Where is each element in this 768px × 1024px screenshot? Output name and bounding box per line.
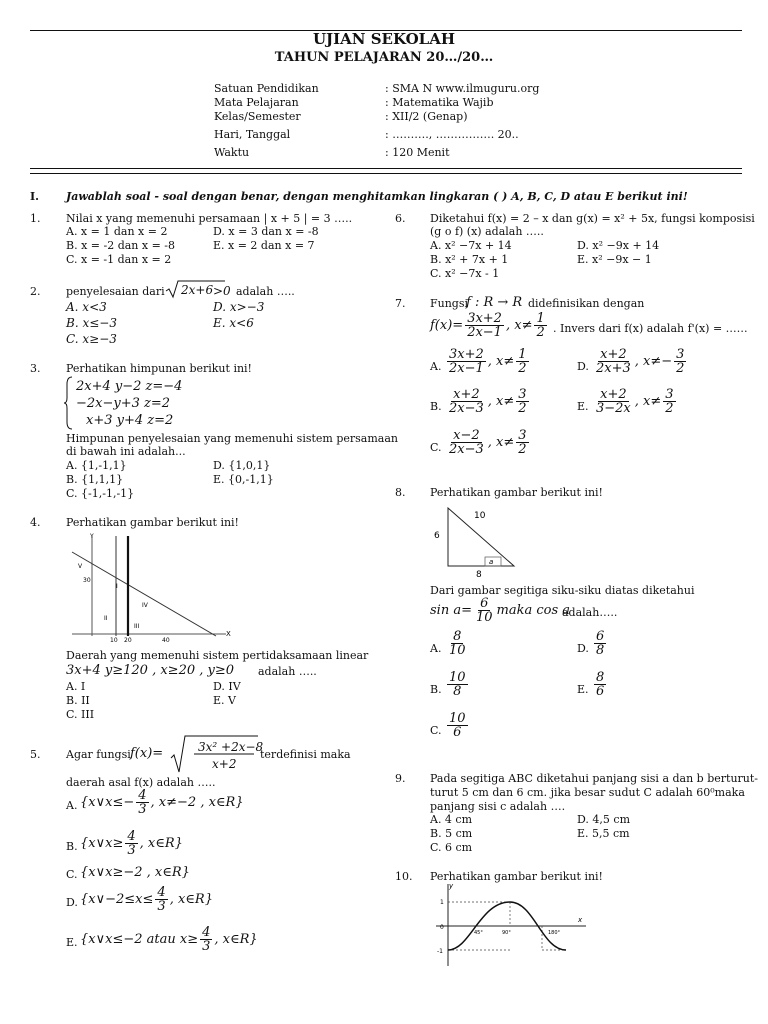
- hypotenuse-label: 10: [474, 511, 486, 521]
- option-d-label[interactable]: D.: [577, 642, 589, 655]
- question-text: Pada segitiga ABC diketahui panjang sisi a dan b berturut-: [430, 772, 759, 785]
- region-iv: IV: [142, 602, 148, 609]
- function-mapping: f : R → R: [466, 295, 523, 310]
- question-number: 10.: [395, 870, 413, 883]
- question-text-2: Himpunan penyelesaian yang memenuhi sistem persamaan: [66, 432, 398, 445]
- option-a[interactable]: A. I: [66, 680, 86, 693]
- option-e[interactable]: E. {0,-1,1}: [213, 473, 274, 486]
- question-number: 3.: [30, 362, 41, 375]
- y-tick-30: 30: [83, 577, 91, 584]
- x-tick-10: 10: [110, 637, 118, 644]
- option-b-label[interactable]: B.: [66, 840, 78, 853]
- option-c[interactable]: $\frac{10}{6}$: [449, 711, 466, 740]
- brace-icon: [64, 376, 74, 430]
- section-number: I.: [30, 190, 39, 203]
- base-label: 8: [476, 570, 482, 580]
- x-axis-label: X: [226, 630, 231, 638]
- option-d[interactable]: D. {1,0,1}: [213, 459, 271, 472]
- x-axis-label: x: [578, 916, 583, 924]
- option-c[interactable]: C. x² −7x - 1: [430, 267, 500, 280]
- function-definition: f(x)= $\frac{3x+2}{2x-1}$ , x≠ $\frac{1}{2}$: [430, 311, 545, 340]
- inequality-system: 3x+4 y≥120 , x≥20 , y≥0: [66, 663, 235, 678]
- option-b[interactable]: $\frac{x+2}{2x-3}$ , x≠ $\frac{3}{2}$: [449, 387, 527, 416]
- option-c[interactable]: C. x≥−3: [66, 332, 117, 346]
- y-tick-1: 1: [440, 899, 444, 906]
- option-b[interactable]: {x∨x≥ $\frac{4}{3}$ , x∈R}: [80, 829, 183, 858]
- inequality: >0: [213, 284, 231, 298]
- x-tick-180: 180°: [548, 930, 561, 936]
- question-number: 7.: [395, 297, 406, 310]
- option-e[interactable]: E. x = 2 dan x = 7: [213, 239, 315, 252]
- option-d[interactable]: $\frac{x+2}{2x+3}$ , x≠− $\frac{3}{2}$: [596, 347, 685, 376]
- option-d-label[interactable]: D.: [66, 896, 78, 909]
- right-triangle-diagram: [430, 502, 530, 580]
- option-a[interactable]: $\frac{8}{10}$: [449, 629, 466, 658]
- info-value-date: : ………., ……………. 20..: [385, 128, 519, 141]
- option-c-label[interactable]: C.: [430, 441, 442, 454]
- option-d[interactable]: D. 4,5 cm: [577, 813, 631, 826]
- question-number: 8.: [395, 486, 406, 499]
- option-b[interactable]: B. x≤−3: [66, 316, 117, 330]
- question-text: Perhatikan gambar berikut ini!: [66, 516, 239, 529]
- option-e-label[interactable]: E.: [66, 936, 78, 949]
- sine-graph: [430, 880, 590, 968]
- y-axis-label: y: [449, 882, 454, 890]
- equation-3: x+3 y+4 z=2: [86, 413, 174, 428]
- info-value-time: : 120 Menit: [385, 146, 450, 159]
- question-text: Agar fungsi: [66, 748, 131, 761]
- y-axis-label: Y: [90, 533, 94, 540]
- option-a-label[interactable]: A.: [430, 360, 442, 373]
- question-text: Perhatikan gambar berikut ini!: [430, 486, 603, 499]
- question-text: Fungsi: [430, 297, 469, 310]
- question-number: 9.: [395, 772, 406, 785]
- info-label-time: Waktu: [214, 146, 250, 159]
- option-d[interactable]: D. x = 3 dan x = -8: [213, 225, 319, 238]
- info-value-subject: : Matematika Wajib: [385, 96, 494, 109]
- option-c[interactable]: C. {-1,-1,-1}: [66, 487, 135, 500]
- info-label-school: Satuan Pendidikan: [214, 82, 319, 95]
- radical-numerator: 3x² +2x−8: [198, 740, 264, 754]
- x-tick-90: 90°: [502, 930, 511, 936]
- info-label-class: Kelas/Semester: [214, 110, 301, 123]
- region-ii: II: [104, 615, 108, 622]
- option-e[interactable]: E. V: [213, 694, 236, 707]
- info-label-subject: Mata Pelajaran: [214, 96, 299, 109]
- question-number: 5.: [30, 748, 41, 761]
- info-value-class: : XII/2 (Genap): [385, 110, 468, 123]
- exam-year: TAHUN PELAJARAN 20…/20…: [274, 50, 494, 65]
- question-text: Diketahui f(x) = 2 – x dan g(x) = x² + 5x, fungsi komposisi: [430, 212, 755, 225]
- option-e[interactable]: E. x<6: [213, 316, 254, 330]
- linear-region-graph: [66, 530, 236, 646]
- option-d[interactable]: D. x² −9x + 14: [577, 239, 660, 252]
- option-a[interactable]: A. x<3: [66, 300, 107, 314]
- section-instruction: Jawablah soal - soal dengan benar, dengan menghitamkan lingkaran ( ) A, B, C, D atau E berikut ini!: [66, 190, 688, 203]
- y-tick-neg1: -1: [437, 948, 443, 955]
- equation-2: −2x−y+3 z=2: [76, 396, 171, 411]
- info-label-date: Hari, Tanggal: [214, 128, 291, 141]
- question-text: Perhatikan himpunan berikut ini!: [66, 362, 252, 375]
- option-e[interactable]: $\frac{8}{6}$: [596, 670, 605, 699]
- question-text-2: Daerah yang memenuhi sistem pertidaksamaan linear: [66, 649, 369, 662]
- option-a[interactable]: A. x² −7x + 14: [430, 239, 512, 252]
- x-tick-20: 20: [124, 637, 132, 644]
- option-b[interactable]: B. 5 cm: [430, 827, 473, 840]
- radical-denominator: x+2: [212, 757, 237, 771]
- question-number: 6.: [395, 212, 406, 225]
- option-b[interactable]: $\frac{10}{8}$: [449, 670, 466, 699]
- option-b[interactable]: B. x = -2 dan x = -8: [66, 239, 176, 252]
- question-number: 2.: [30, 285, 41, 298]
- option-c[interactable]: C. x = -1 dan x = 2: [66, 253, 172, 266]
- option-d[interactable]: $\frac{6}{8}$: [596, 629, 605, 658]
- equation-1: 2x+4 y−2 z=−4: [76, 379, 183, 394]
- option-c[interactable]: C. III: [66, 708, 95, 721]
- x-tick-45: 45°: [474, 930, 483, 936]
- question-text-2: Dari gambar segitiga siku-siku diatas diketahui: [430, 584, 695, 597]
- option-d[interactable]: D. x>−3: [213, 300, 265, 314]
- header-rule-1: [30, 168, 742, 169]
- question-text-3: panjang sisi c adalah ….: [430, 800, 566, 813]
- given-ratio: sin a= $\frac{6}{10}$ maka cos a: [430, 596, 571, 625]
- question-tail: adalah …..: [236, 285, 295, 298]
- option-c[interactable]: C. 6 cm: [430, 841, 473, 854]
- angle-label: a: [489, 558, 494, 566]
- option-b[interactable]: B. x² + 7x + 1: [430, 253, 509, 266]
- question-number: 4.: [30, 516, 41, 529]
- option-a[interactable]: $\frac{3x+2}{2x-1}$ , x≠ $\frac{1}{2}$: [449, 347, 527, 376]
- question-text-2: (g o f) (x) adalah …..: [430, 225, 544, 238]
- question-text-3: di bawah ini adalah...: [66, 445, 186, 458]
- question-text: Nilai x yang memenuhi persamaan | x + 5 | = 3 …..: [66, 212, 353, 225]
- option-a[interactable]: {x∨x≤− $\frac{4}{3}$ , x≠−2 , x∈R}: [80, 788, 244, 817]
- question-text-2: daerah asal f(x) adalah …..: [66, 776, 216, 789]
- option-c[interactable]: {x∨x≥−2 , x∈R}: [80, 865, 190, 880]
- option-b-label[interactable]: B.: [430, 400, 442, 413]
- option-b[interactable]: B. {1,1,1}: [66, 473, 124, 486]
- header-rule-2: [30, 173, 742, 174]
- region-v: V: [78, 563, 83, 570]
- option-e[interactable]: E. x² −9x − 1: [577, 253, 652, 266]
- question-text-2: turut 5 cm dan 6 cm. jika besar sudut C adalah 60⁰maka: [430, 786, 745, 799]
- question-number: 1.: [30, 212, 41, 225]
- option-a-label[interactable]: A.: [66, 799, 78, 812]
- option-a[interactable]: A. 4 cm: [430, 813, 473, 826]
- option-a-label[interactable]: A.: [430, 642, 442, 655]
- option-c[interactable]: $\frac{x-2}{2x-3}$ , x≠ $\frac{3}{2}$: [449, 428, 527, 457]
- question-tail: adalah …..: [258, 665, 317, 678]
- option-e[interactable]: {x∨x≤−2 atau x≥ $\frac{4}{3}$ , x∈R}: [80, 925, 258, 954]
- option-e[interactable]: $\frac{x+2}{3-2x}$ , x≠ $\frac{3}{2}$: [596, 387, 674, 416]
- option-e-label[interactable]: E.: [577, 683, 589, 696]
- option-b-label[interactable]: B.: [430, 683, 442, 696]
- question-tail: . Invers dari f(x) adalah f'(x) = ……: [553, 322, 748, 335]
- option-b[interactable]: B. II: [66, 694, 90, 707]
- option-d[interactable]: {x∨−2≤x≤ $\frac{4}{3}$ , x∈R}: [80, 885, 213, 914]
- question-tail: terdefinisi maka: [260, 748, 351, 761]
- option-e[interactable]: E. 5,5 cm: [577, 827, 630, 840]
- option-e-label[interactable]: E.: [577, 400, 589, 413]
- y-tick-0: 0: [440, 924, 444, 931]
- question-tail: adalah…..: [562, 606, 618, 619]
- side-label: 6: [434, 531, 440, 541]
- question-text: Perhatikan gambar berikut ini!: [430, 870, 603, 883]
- option-c-label[interactable]: C.: [430, 724, 442, 737]
- info-value-school: : SMA N www.ilmuguru.org: [385, 82, 540, 95]
- question-text: penyelesaian dari: [66, 285, 165, 298]
- question-text-b: didefinisikan dengan: [528, 297, 645, 310]
- option-d-label[interactable]: D.: [577, 360, 589, 373]
- function-name: f(x)=: [130, 746, 164, 761]
- x-tick-40: 40: [162, 637, 170, 644]
- sqrt-radicand: 2x+6: [181, 283, 214, 297]
- region-iii: III: [134, 623, 140, 630]
- option-a[interactable]: A. {1,-1,1}: [66, 459, 127, 472]
- exam-title: UJIAN SEKOLAH: [312, 30, 456, 48]
- option-d[interactable]: D. IV: [213, 680, 241, 693]
- option-c-label[interactable]: C.: [66, 868, 78, 881]
- option-a[interactable]: A. x = 1 dan x = 2: [66, 225, 168, 238]
- region-i: I: [116, 583, 118, 590]
